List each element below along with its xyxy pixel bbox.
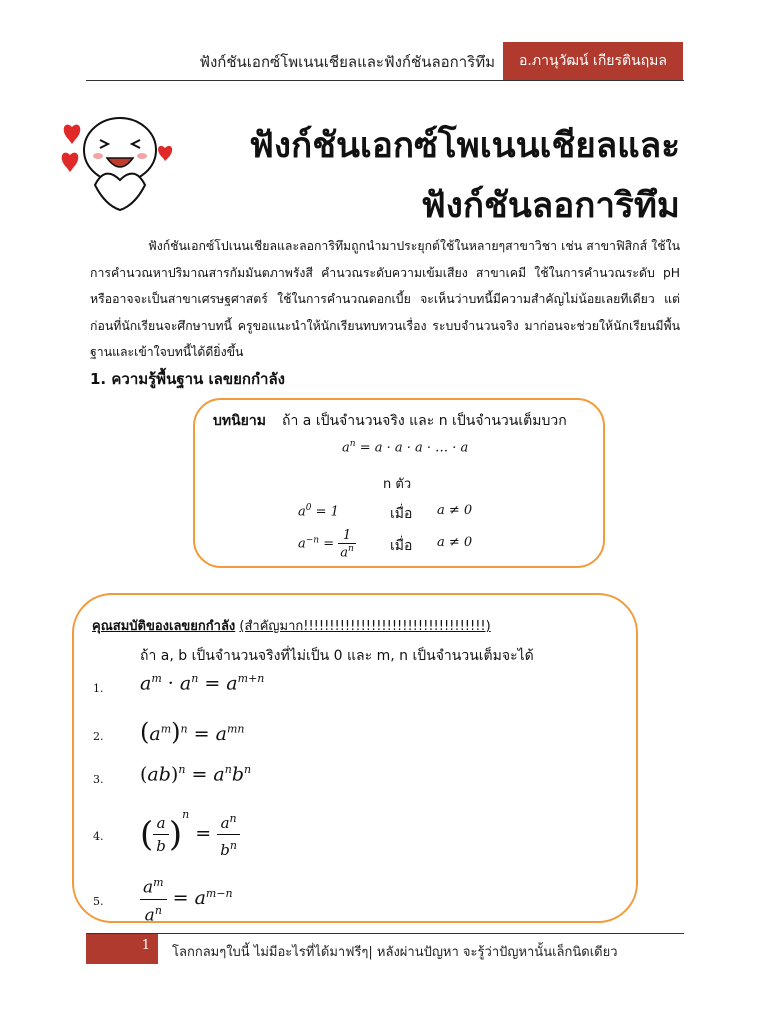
properties-intro: ถ้า a, b เป็นจำนวนจริงที่ไม่เป็น 0 และ m, n เป็นจำนวนเต็มจะได้: [140, 648, 534, 664]
heart-icon: [158, 146, 172, 161]
property-formula-1: $a^m \cdot a^n = a^{m+n}$: [140, 672, 265, 695]
definition-text: ถ้า a เป็นจำนวนจริง และ n เป็นจำนวนเต็มบวก: [282, 413, 567, 429]
header-author-badge: อ.ภานุวัฒน์ เกียรตินฤมล: [503, 42, 683, 80]
header-title: ฟังก์ชันเอกซ์โพเนนเชียลและฟังก์ชันลอการิทึม: [199, 53, 495, 71]
property-formula-5: $\frac{a^m}{a^n}$ = $a^{m-n}$: [140, 872, 233, 926]
properties-heading: [92, 615, 491, 636]
property-number: 2.: [93, 730, 104, 743]
definition-label: บทนิยาม: [213, 413, 266, 429]
property-formula-4: ( $\frac{a}{b}$ )$^n$ = $\frac{a^n}{b^n}$: [140, 808, 240, 861]
negative-exponent-formula: $a^{-n}$ = $\frac{1}{a^n}$: [298, 528, 354, 561]
property-number: 5.: [93, 895, 104, 908]
heart-icon: [64, 125, 81, 144]
page-title-line2: ฟังก์ชันลอการิทึม: [421, 186, 680, 226]
condition: a ≠ 0: [437, 503, 473, 518]
property-formula-2: $(a^m)^n = a^{mn}$: [140, 718, 245, 746]
condition: a ≠ 0: [437, 535, 473, 550]
definition-n-times: n ตัว: [383, 477, 412, 492]
footer-quote: โลกกลมๆใบนี้ ไม่มีอะไรที่ได้มาฟรีๆ| หลังผ่านปัญหา จะรู้ว่าปัญหานั้นเล็กนิดเดียว: [172, 945, 618, 960]
header-rule: [86, 80, 684, 81]
property-formula-3: $(ab)^n = a^nb^n$: [140, 763, 252, 786]
intro-paragraph: ฟังก์ชันเอกซ์โปเนนเชียลและลอการิทึมถูกนำมาประยุกต์ใช้ในหลายๆสาขาวิชา เช่น สาขาฟิสิกส์ ใช้ในการคำนวณหาปริมาณสารกัมมันตภาพรังสี คำนวณระดับความเข้มเสียง สาขาเคมี ใช้ในการคำนวณระดับ pH หรืออาจจะเป็นสาขาเศรษฐศาสตร์ ใช้ในการคำนวณดอกเบี้ย จะเห็นว่าบทนี้มีความสำคัญไม่น้อยเลยทีเดียว แต่ก่อนที่นักเรียนจะศึกษาบทนี้ ครูขอแนะนำให้นักเรียนทบทวนเรื่อง ระบบจำนวนจริง มาก่อนจะช่วยให้นักเรียนมีพื้นฐานและเข้าใจบทนี้ได้ดียิ่งขึ้น: [90, 239, 680, 359]
property-number: 3.: [93, 773, 104, 786]
property-number: 4.: [93, 830, 104, 843]
when-label: เมื่อ: [390, 538, 413, 554]
properties-heading-note: (สำคัญมาก!!!!!!!!!!!!!!!!!!!!!!!!!!!!!!!!!!!): [239, 619, 491, 634]
property-number: 1.: [93, 682, 104, 695]
properties-heading-title: คุณสมบัติของเลขยกกำลัง: [92, 619, 236, 634]
zero-exponent-formula: $a^0 = 1$: [298, 503, 339, 520]
when-label: เมื่อ: [390, 506, 413, 522]
page-number: 1: [86, 934, 158, 964]
section-heading: 1. ความรู้พื้นฐาน เลขยกกำลัง: [90, 370, 285, 388]
footer-rule: [86, 933, 684, 934]
page-title-line1: ฟังก์ชันเอกซ์โพเนนเชียลและ: [249, 126, 680, 166]
definition-formula: $a^n = a \cdot a \cdot a$ · … · a: [342, 439, 469, 456]
mascot-illustration: [55, 110, 180, 215]
heart-icon: [62, 153, 79, 172]
